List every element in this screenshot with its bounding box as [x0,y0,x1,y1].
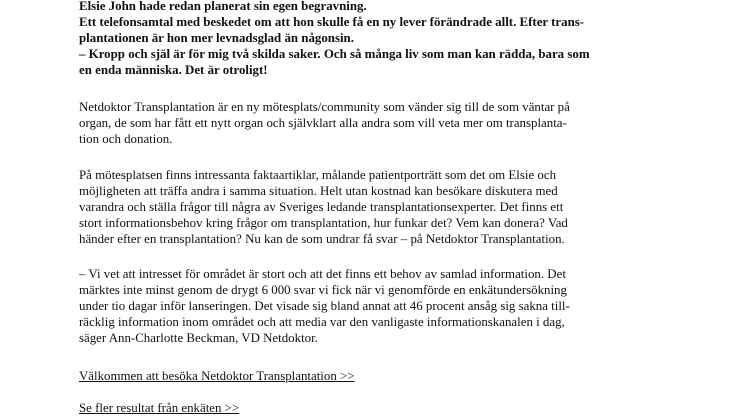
paragraph-line: Netdoktor Transplantation är en ny mötesplats/community som vänder sig till de som väntar på [79,100,570,114]
intro-line: plantationen är hon mer levnadsglad än någonsin. [79,31,354,45]
paragraph-community [79,99,570,147]
paragraph-line: På mötesplatsen finns intressanta faktaartiklar, målande patientporträtt som det om Elsie och [79,168,557,182]
paragraph-line: – Vi vet att intresset för området är stort och att det finns ett behov av samlad information. Det [79,267,566,281]
survey-results-link[interactable]: Se fler resultat från enkäten >> [79,401,240,415]
paragraph-line: räcklig information inom området och att media var den vanligaste informationskanalen i dag, [79,315,565,329]
paragraph-line: stort informationsbehov kring frågor om transplantation, hur funkar det? Vem kan donera? Vad [79,216,568,230]
paragraph-quote [79,266,570,346]
intro-line: – Kropp och själ är för mig två skilda saker. Och så många liv som man kan rädda, bara som [79,47,590,61]
paragraph-line: varandra och ställa frågor till några av Sveriges ledande transplantationsexperter. Det finns ett [79,200,564,214]
paragraph-line: märktes inte minst genom de drygt 6 000 svar vi fick när vi genomförde en enkätundersökning [79,283,567,297]
paragraph-meeting-place [79,167,568,247]
paragraph-line: organ, de som har fått ett nytt organ och självklart alla andra som vill veta mer om transplanta- [79,116,567,130]
intro-line: Elsie John hade redan planerat sin egen begravning. [79,0,367,13]
intro-line: en enda människa. Det är otroligt! [79,63,268,77]
intro-line: Ett telefonsamtal med beskedet om att hon skulle få en ny lever förändrade allt. Efter trans- [79,15,585,29]
visit-transplantation-link[interactable]: Välkommen att besöka Netdoktor Transplantation >> [79,369,355,383]
paragraph-line: möjligheten att träffa andra i samma situation. Helt utan kostnad kan besökare diskutera med [79,184,558,198]
intro-paragraph [79,0,590,78]
paragraph-line: tion och donation. [79,132,173,146]
paragraph-line: under tio dagar inför lanseringen. Det visade sig bland annat att 46 procent ansåg sig sakna till- [79,299,570,313]
paragraph-line: säger Ann-Charlotte Beckman, VD Netdoktor. [79,331,318,345]
paragraph-line: händer efter en transplantation? Nu kan de som undrar få svar – på Netdoktor Transplantation. [79,232,565,246]
